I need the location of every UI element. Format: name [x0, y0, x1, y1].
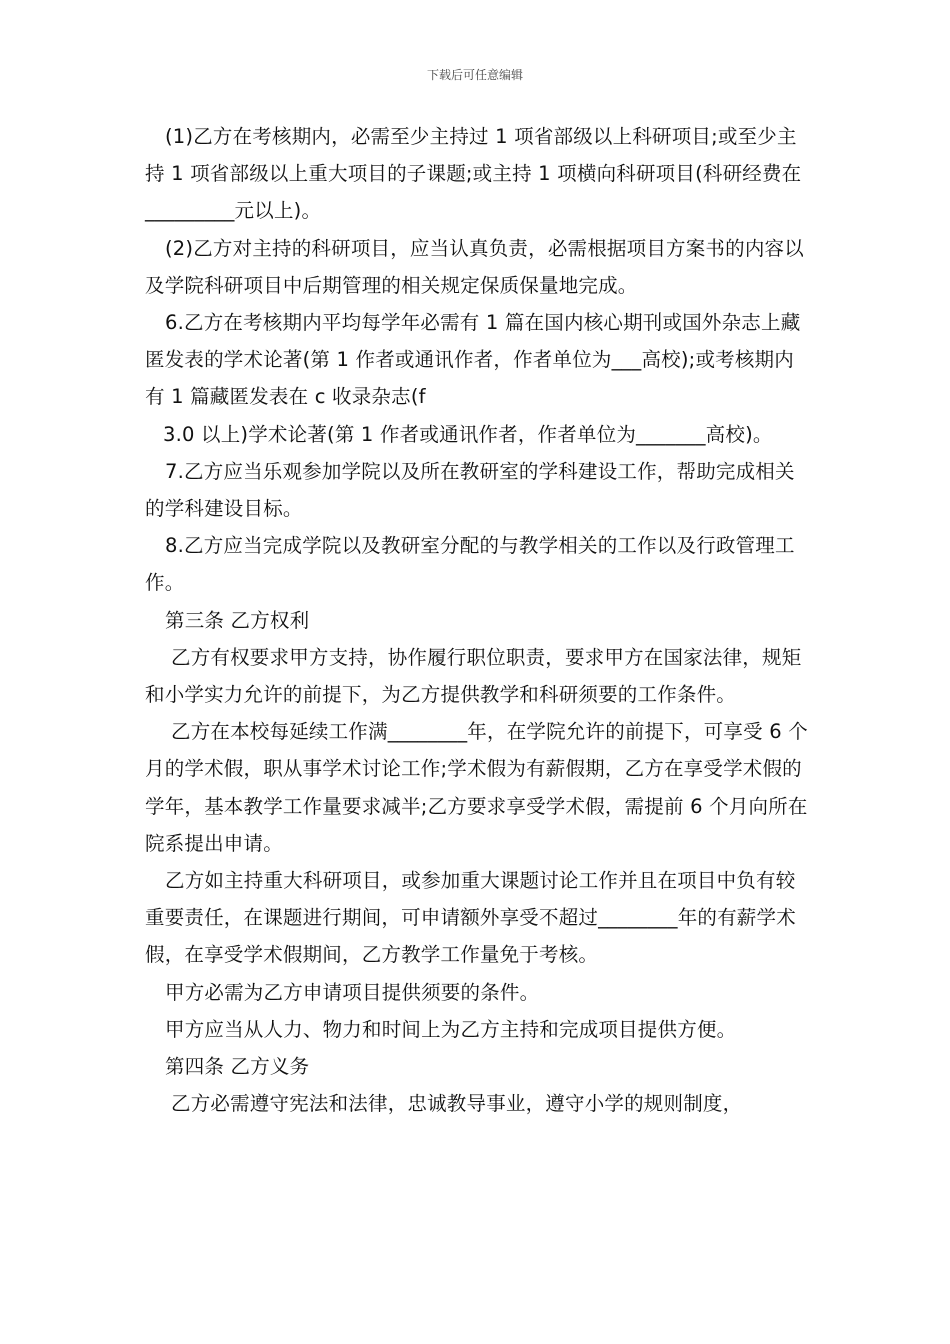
paragraph: 甲方必需为乙方申请项目提供须要的条件。	[165, 980, 540, 1004]
paragraph: 7.乙方应当乐观参加学院以及所在教研室的学科建设工作，帮助完成相关的学科建设目标。	[145, 459, 795, 521]
paragraph: 乙方有权要求甲方支持，协作履行职位职责，要求甲方在国家法律，规矩和小学实力允许的前提下，为乙方提供教学和科研须要的工作条件。	[145, 645, 802, 707]
section-heading: 第四条 乙方义务	[165, 1055, 310, 1079]
document-body	[145, 118, 810, 1122]
paragraph: 乙方必需遵守宪法和法律，忠诚教导事业，遵守小学的规则制度，	[171, 1092, 743, 1116]
paragraph: 6.乙方在考核期内平均每学年必需有 1 篇在国内核心期刊或国外杂志上藏匿发表的学术论著(第 1 作者或通讯作者，作者单位为___高校);或考核期内有 1 篇藏匿发表在 c 收录杂志(f	[145, 311, 801, 409]
paragraph: (1)乙方在考核期内，必需至少主持过 1 项省部级以上科研项目;或至少主持 1 项省部级以上重大项目的子课题;或主持 1 项横向科研项目(科研经费在_________元以上)。	[145, 125, 802, 223]
page-header: 下载后可任意编辑	[426, 68, 523, 82]
paragraph: 8.乙方应当完成学院以及教研室分配的与教学相关的工作以及行政管理工作。	[145, 534, 795, 595]
paragraph: 3.0 以上)学术论著(第 1 作者或通讯作者，作者单位为_______高校)。	[163, 422, 773, 446]
paragraph: 乙方如主持重大科研项目，或参加重大课题讨论工作并且在项目中负有较重要责任，在课题进行期间，可申请额外享受不超过________年的有薪学术假，在享受学术假期间，乙方教学工作量免于考核。	[145, 869, 796, 967]
section-heading: 第三条 乙方权利	[165, 608, 310, 632]
paragraph: (2)乙方对主持的科研项目，应当认真负责，必需根据项目方案书的内容以及学院科研项目中后期管理的相关规定保质保量地完成。	[145, 236, 804, 297]
paragraph: 甲方应当从人力、物力和时间上为乙方主持和完成项目提供方便。	[165, 1017, 737, 1041]
paragraph: 乙方在本校每延续工作满________年，在学院允许的前提下，可享受 6 个月的学术假，职从事学术讨论工作;学术假为有薪假期，乙方在享受学术假的学年，基本教学工作量要求减半;乙方要求享受学术假，需提前 6 个月向所在院系提出申请。	[145, 720, 808, 855]
